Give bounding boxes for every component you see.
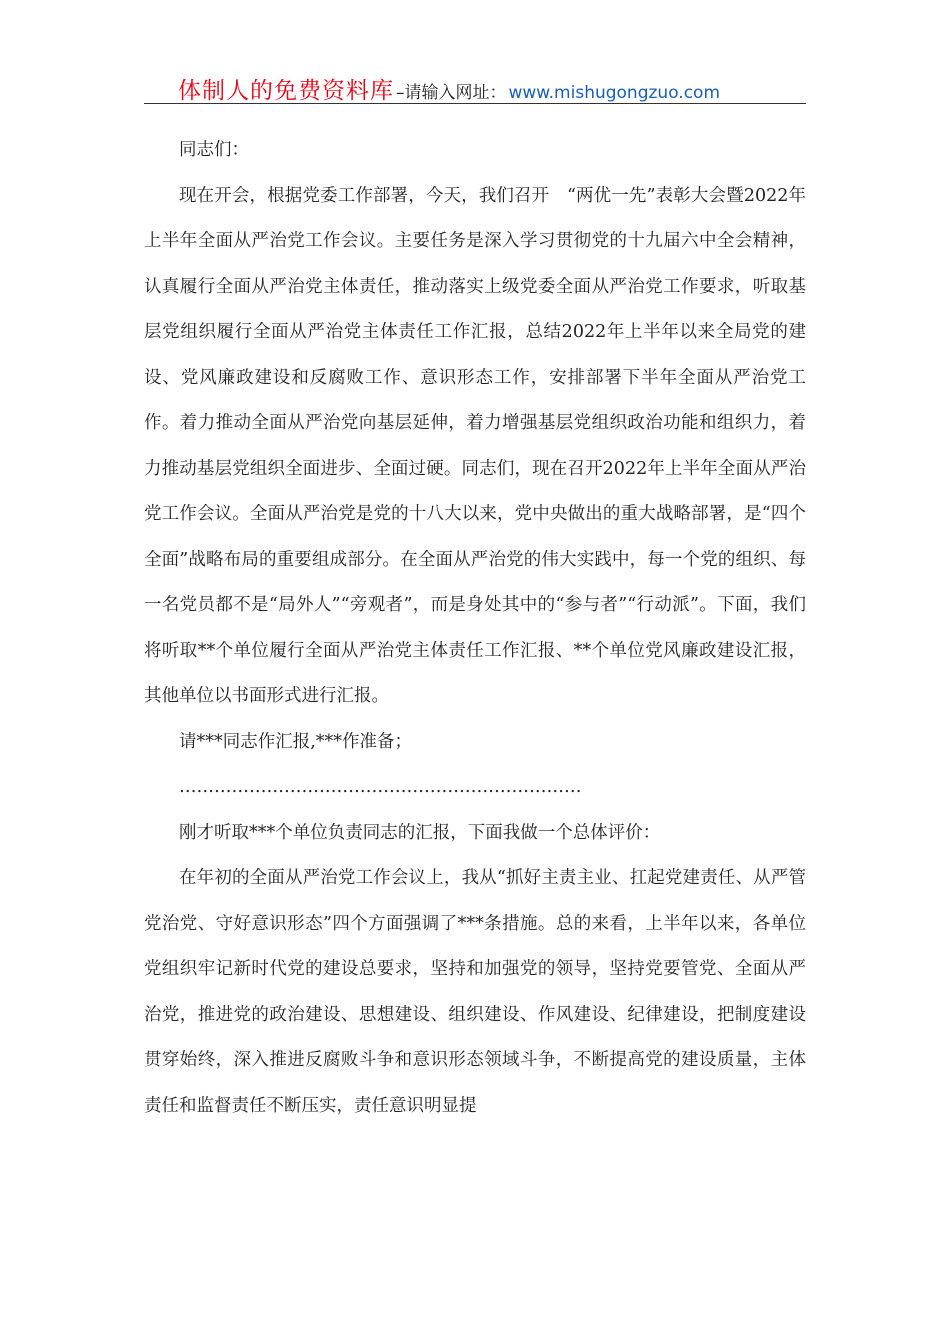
paragraph-report-call: 请***同志作汇报,***作准备； [179,731,413,752]
url-prompt: –请输入网址： [396,83,507,103]
paragraph-opening: 现在开会，根据党委工作部署，今天，我们召开 “两优一先”表彰大会暨2022年上半年全面从严治党工作会议。主要任务是深入学习贯彻党的十九届六中全会精神，认真履行全面从严治党主体责任，推动落实上级党委全面从严治党工作要求，听取基层党组织履行全面从严治党主体责任工作汇报，总结2022年上半年以来全局党的建设、党风廉政建设和反腐败工作、意识形态工作，安排部署下半年全面从严治党工作。着力推动全面从严治党向基层延伸，着力增强基层党组织政治功能和组织力，着力推动基层党组织全面进步、全面过硬。同志们，现在召开2022年上半年全面从严治党工作会议。全面从严治党是党的十八大以来，党中央做出的重大战略部署，是“四个全面”战略布局的重要组成部分。在全面从严治党的伟大实践中，每一个党的组织、每一名党员都不是“局外人”“旁观者”，而是身处其中的“参与者”“行动派”。下面，我们将听取**个单位履行全面从严治党主体责任工作汇报、**个单位党风廉政建设汇报，其他单位以书面形式进行汇报。 [144,185,806,706]
paragraph-evaluation: 在年初的全面从严治党工作会议上，我从“抓好主责主业、扛起党建责任、从严管党治党、守好意识形态”四个方面强调了***条措施。总的来看，上半年以来，各单位党组织牢记新时代党的建设总要求，坚持和加强党的领导，坚持党要管党、全面从严治党，推进党的政治建设、思想建设、组织建设、作风建设、纪律建设，把制度建设贯穿始终，深入推进反腐败斗争和意识形态领域斗争，不断提高党的建设质量，主体责任和监督责任不断压实，责任意识明显提 [144,868,806,1116]
header-divider [144,103,806,104]
salutation: 同志们： [179,140,249,160]
page-header [178,72,808,104]
paragraph-evaluation-intro: 刚才听取***个单位负责同志的汇报，下面我做一个总体评价： [179,822,661,843]
brand-title: 体制人的免费资料库 [178,78,394,104]
separator-dots: …………………………………………………………… [179,777,582,797]
document-body [144,128,806,1129]
website-link[interactable]: www.mishugongzuo.com [508,83,721,103]
